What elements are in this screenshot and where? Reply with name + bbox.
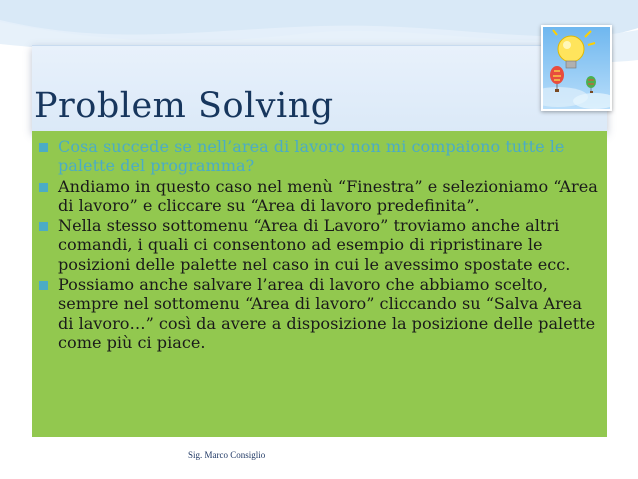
square-bullet-icon [39, 281, 48, 290]
bullet-text-4: Possiamo anche salvare l’area di lavoro che abbiamo scelto, sempre nel sottomenu “Area di lavoro” cliccando su “Salva Area di lavoro…” così da avere a disposizione la posizione delle palette come più ci piace. [58, 275, 596, 352]
bullet-item-1 [36, 137, 602, 176]
bullet-item-4 [36, 275, 602, 352]
lightbulb-balloons-logo-icon [541, 25, 612, 111]
square-bullet-icon [39, 143, 48, 152]
bullet-text-2: Andiamo in questo caso nel menù “Finestra” e selezioniamo “Area di lavoro” e cliccare su “Area di lavoro predefinita”. [58, 176, 598, 215]
slide-title: Problem Solving [34, 86, 334, 126]
square-bullet-icon [39, 222, 48, 231]
bullet-list [36, 137, 602, 353]
square-bullet-icon [39, 183, 48, 192]
bullet-item-3 [36, 216, 602, 274]
footer-author: Sig. Marco Consiglio [188, 450, 266, 460]
bullet-text-3: Nella stesso sottomenu “Area di Lavoro” troviamo anche altri comandi, i quali ci consentono ad esempio di ripristinare le posizioni delle palette nel caso in cui le avessimo spostate ecc. [58, 216, 571, 274]
bullet-text-1: Cosa succede se nell’area di lavoro non mi compaiono tutte le palette del programma? [58, 137, 565, 176]
bullet-item-2 [36, 177, 602, 216]
